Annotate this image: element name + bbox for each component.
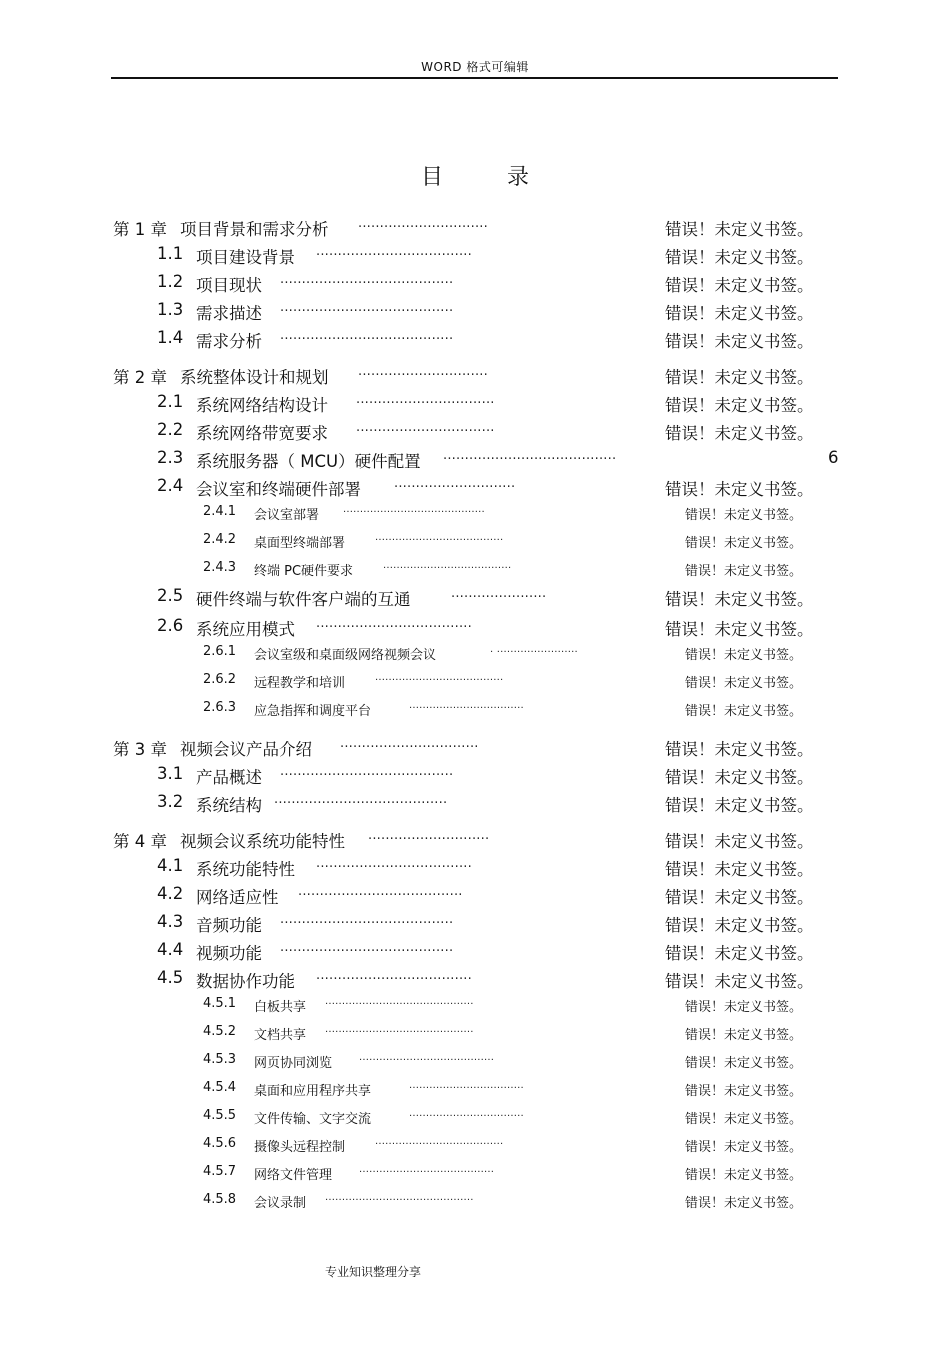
toc-entry-title: 数据协作功能: [196, 972, 295, 991]
toc-entry[interactable]: [0, 420, 950, 442]
toc-entry-leader: ..............................: [358, 216, 488, 231]
toc-entry-page: 错误！未定义书签。: [665, 944, 814, 963]
toc-entry-number: 4.5.2: [203, 1024, 237, 1039]
toc-entry-number: 1.1: [157, 244, 184, 263]
toc-entry-title: 产品概述: [196, 768, 262, 787]
toc-entry[interactable]: [0, 364, 950, 386]
toc-entry-number: 4.3: [157, 912, 184, 931]
toc-entry-title: 系统应用模式: [196, 620, 295, 639]
toc-entry[interactable]: [0, 1192, 950, 1210]
toc-entry-number: 2.4.1: [203, 504, 237, 519]
toc-entry-number: 4.5: [157, 968, 184, 987]
toc-entry-page: 错误！未定义书签。: [665, 368, 814, 387]
toc-entry[interactable]: [0, 532, 950, 550]
toc-entry[interactable]: [0, 216, 950, 238]
toc-entry-number: 4.5.5: [203, 1108, 237, 1123]
toc-entry-page: 错误！未定义书签。: [685, 676, 803, 691]
toc-entry-title: 桌面和应用程序共享: [254, 1084, 372, 1099]
toc-entry-title: 网络适应性: [196, 888, 279, 907]
toc-entry-leader: ............................: [394, 476, 516, 491]
toc-entry-leader: ....................................: [316, 244, 472, 259]
toc-entry-leader: ........................................: [280, 912, 454, 927]
toc-entry-number: 2.2: [157, 420, 184, 439]
toc-entry-leader: ..................................: [409, 1080, 524, 1091]
toc-entry-leader: ......................: [451, 586, 547, 601]
toc-entry[interactable]: [0, 940, 950, 962]
toc-entry[interactable]: [0, 1136, 950, 1154]
toc-entry[interactable]: [0, 1052, 950, 1070]
toc-entry[interactable]: [0, 644, 950, 662]
toc-entry-leader: ........................................: [443, 448, 617, 463]
toc-entry-leader: ....................................: [316, 856, 472, 871]
toc-entry-title: 系统结构: [196, 796, 262, 815]
toc-entry[interactable]: [0, 792, 950, 814]
toc-entry-page: 错误！未定义书签。: [665, 972, 814, 991]
toc-entry-title: 白板共享: [254, 1000, 307, 1015]
toc-entry-page: 错误！未定义书签。: [685, 564, 803, 579]
toc-entry[interactable]: [0, 476, 950, 498]
toc-entry-number: 2.6.2: [203, 672, 237, 687]
toc-entry-leader: ..........................................: [343, 504, 485, 515]
toc-entry-number: 1.2: [157, 272, 184, 291]
toc-entry-leader: ......................................: [375, 1136, 504, 1147]
toc-entry-leader: . ........................: [490, 644, 578, 655]
toc-entry-number: 4.1: [157, 856, 184, 875]
toc-entry-page: 错误！未定义书签。: [665, 332, 814, 351]
toc-entry[interactable]: [0, 700, 950, 718]
toc-entry-page: 6: [828, 448, 839, 467]
page-footer: 专业知识整理分享: [324, 1265, 421, 1279]
toc-entry-leader: ................................: [356, 392, 495, 407]
toc-entry-page: 错误！未定义书签。: [685, 1056, 803, 1071]
toc-entry-leader: ........................................: [280, 764, 454, 779]
toc-entry-page: 错误！未定义书签。: [665, 590, 814, 609]
toc-entry-number: 4.2: [157, 884, 184, 903]
toc-entry-number: 4.5.7: [203, 1164, 237, 1179]
toc-entry-page: 错误！未定义书签。: [665, 796, 814, 815]
toc-entry-page: 错误！未定义书签。: [665, 424, 814, 443]
toc-entry-title: 终端 PC硬件要求: [254, 564, 354, 579]
toc-entry-number: 2.6.3: [203, 700, 237, 715]
toc-entry-title: 项目现状: [196, 276, 262, 295]
toc-entry-number: 4.5.4: [203, 1080, 237, 1095]
toc-entry-title: 视频功能: [196, 944, 262, 963]
toc-entry-title: 需求分析: [196, 332, 262, 351]
toc-entry-number: 2.4.3: [203, 560, 237, 575]
toc-entry[interactable]: [0, 1164, 950, 1182]
toc-entry-leader: ......................................: [298, 884, 463, 899]
toc-entry-page: 错误！未定义书签。: [665, 304, 814, 323]
toc-entry-leader: ............................................: [325, 1024, 474, 1035]
toc-entry-page: 错误！未定义书签。: [665, 248, 814, 267]
toc-entry-title: 会议录制: [254, 1196, 307, 1211]
toc-entry-number: 1.3: [157, 300, 184, 319]
toc-title-right: 录: [507, 165, 530, 190]
toc-entry-number: 4.5.3: [203, 1052, 237, 1067]
toc-entry-leader: ............................................: [325, 1192, 474, 1203]
toc-entry-page: 错误！未定义书签。: [685, 1140, 803, 1155]
toc-entry-title: 应急指挥和调度平台: [254, 704, 372, 719]
toc-entry-page: 错误！未定义书签。: [685, 1084, 803, 1099]
toc-entry-page: 错误！未定义书签。: [665, 888, 814, 907]
toc-entry-leader: ........................................: [359, 1164, 495, 1175]
toc-entry-leader: ........................................: [280, 940, 454, 955]
toc-entry-title: 桌面型终端部署: [254, 536, 346, 551]
toc-entry-page: 错误！未定义书签。: [685, 704, 803, 719]
toc-entry-number: 3.2: [157, 792, 184, 811]
toc-entry-title: 会议室和终端硬件部署: [196, 480, 361, 499]
toc-entry[interactable]: [0, 1080, 950, 1098]
toc-entry[interactable]: [0, 764, 950, 786]
toc-entry-number: 第 4 章: [113, 832, 167, 851]
toc-entry-page: 错误！未定义书签。: [685, 508, 803, 523]
toc-entry-number: 3.1: [157, 764, 184, 783]
toc-entry-page: 错误！未定义书签。: [665, 276, 814, 295]
toc-entry[interactable]: [0, 244, 950, 266]
toc-entry-leader: ................................: [356, 420, 495, 435]
toc-entry[interactable]: [0, 504, 950, 522]
toc-entry-title: 系统功能特性: [196, 860, 295, 879]
toc-entry-number: 2.4.2: [203, 532, 237, 547]
toc-entry-number: 第 3 章: [113, 740, 167, 759]
toc-entry-leader: ............................................: [325, 996, 474, 1007]
toc-entry-title: 文档共享: [254, 1028, 307, 1043]
toc-entry-title: 会议室级和桌面级网络视频会议: [254, 648, 437, 663]
toc-entry-leader: ........................................: [280, 328, 454, 343]
toc-entry-page: 错误！未定义书签。: [685, 1196, 803, 1211]
toc-entry-page: 错误！未定义书签。: [685, 648, 803, 663]
toc-entry[interactable]: [0, 586, 950, 608]
toc-entry-page: 错误！未定义书签。: [685, 1168, 803, 1183]
toc-entry-page: 错误！未定义书签。: [665, 396, 814, 415]
toc-entry[interactable]: [0, 736, 950, 758]
toc-entry-leader: ........................................: [280, 272, 454, 287]
toc-entry-page: 错误！未定义书签。: [665, 916, 814, 935]
toc-entry-number: 第 1 章: [113, 220, 167, 239]
toc-entry-page: 错误！未定义书签。: [685, 1112, 803, 1127]
toc-entry-leader: ........................................: [359, 1052, 495, 1063]
toc-entry-page: 错误！未定义书签。: [665, 620, 814, 639]
toc-entry-leader: ................................: [340, 736, 479, 751]
toc-entry-title: 摄像头远程控制: [254, 1140, 346, 1155]
toc-entry-number: 2.1: [157, 392, 184, 411]
toc-entry-page: 错误！未定义书签。: [665, 768, 814, 787]
toc-entry-title: 项目背景和需求分析: [180, 220, 329, 239]
toc-entry-leader: ....................................: [316, 616, 472, 631]
toc-entry[interactable]: [0, 560, 950, 578]
toc-entry-title: 视频会议产品介绍: [180, 740, 312, 759]
toc-entry-number: 4.5.6: [203, 1136, 237, 1151]
toc-entry-number: 2.5: [157, 586, 184, 605]
toc-entry-title: 需求描述: [196, 304, 262, 323]
toc-entry-title: 视频会议系统功能特性: [180, 832, 345, 851]
toc-entry-title: 系统网络带宽要求: [196, 424, 328, 443]
toc-entry-page: 错误！未定义书签。: [665, 740, 814, 759]
toc-entry[interactable]: [0, 828, 950, 850]
toc-entry[interactable]: [0, 884, 950, 906]
toc-entry-leader: ......................................: [383, 560, 512, 571]
toc-entry[interactable]: [0, 328, 950, 350]
toc-entry-number: 4.4: [157, 940, 184, 959]
toc-entry-number: 1.4: [157, 328, 184, 347]
toc-entry-leader: ..................................: [409, 700, 524, 711]
toc-entry-leader: ........................................: [274, 792, 448, 807]
toc-entry[interactable]: [0, 856, 950, 878]
toc-entry-page: 错误！未定义书签。: [665, 860, 814, 879]
toc-entry-page: 错误！未定义书签。: [685, 1028, 803, 1043]
toc-entry-leader: ..............................: [358, 364, 488, 379]
toc-entry-title: 系统服务器（ MCU）硬件配置: [196, 452, 421, 471]
toc-entry-title: 硬件终端与软件客户端的互通: [196, 590, 411, 609]
toc-entry-number: 4.5.8: [203, 1192, 237, 1207]
toc-entry-title: 网页协同浏览: [254, 1056, 333, 1071]
toc-entry[interactable]: [0, 272, 950, 294]
toc-entry-page: 错误！未定义书签。: [685, 1000, 803, 1015]
toc-entry-leader: ........................................: [280, 300, 454, 315]
toc-entry-number: 2.4: [157, 476, 184, 495]
toc-entry-number: 第 2 章: [113, 368, 167, 387]
toc-entry-title: 文件传输、文字交流: [254, 1112, 372, 1127]
toc-entry-title: 远程教学和培训: [254, 676, 346, 691]
toc-entry-number: 4.5.1: [203, 996, 237, 1011]
toc-title-left: 目: [420, 165, 443, 190]
toc-entry[interactable]: [0, 1108, 950, 1126]
toc-entry[interactable]: [0, 392, 950, 414]
toc-entry-page: 错误！未定义书签。: [665, 480, 814, 499]
toc-entry-leader: ....................................: [316, 968, 472, 983]
toc-entry-title: 会议室部署: [254, 508, 320, 523]
toc-entry-number: 2.6: [157, 616, 184, 635]
page-header: WORD 格式可编辑: [421, 60, 529, 74]
toc-entry-page: 错误！未定义书签。: [685, 536, 803, 551]
toc-entry-leader: ......................................: [375, 532, 504, 543]
toc-entry[interactable]: [0, 616, 950, 638]
toc-entry-leader: ......................................: [375, 672, 504, 683]
toc-entry-leader: ............................: [368, 828, 490, 843]
toc-entry-leader: ..................................: [409, 1108, 524, 1119]
toc-entry-page: 错误！未定义书签。: [665, 220, 814, 239]
toc-entry-title: 系统网络结构设计: [196, 396, 328, 415]
toc-entry-number: 2.6.1: [203, 644, 237, 659]
toc-entry[interactable]: [0, 300, 950, 322]
toc-entry[interactable]: [0, 912, 950, 934]
toc-entry[interactable]: [0, 672, 950, 690]
toc-entry[interactable]: [0, 448, 950, 470]
toc-entry[interactable]: [0, 1024, 950, 1042]
toc-entry[interactable]: [0, 996, 950, 1014]
toc-entry-title: 系统整体设计和规划: [180, 368, 329, 387]
toc-entry-title: 网络文件管理: [254, 1168, 333, 1183]
toc-entry-title: 项目建设背景: [196, 248, 295, 267]
toc-entry-number: 2.3: [157, 448, 184, 467]
toc-entry-title: 音频功能: [196, 916, 262, 935]
toc-entry-page: 错误！未定义书签。: [665, 832, 814, 851]
toc-entry[interactable]: [0, 968, 950, 990]
